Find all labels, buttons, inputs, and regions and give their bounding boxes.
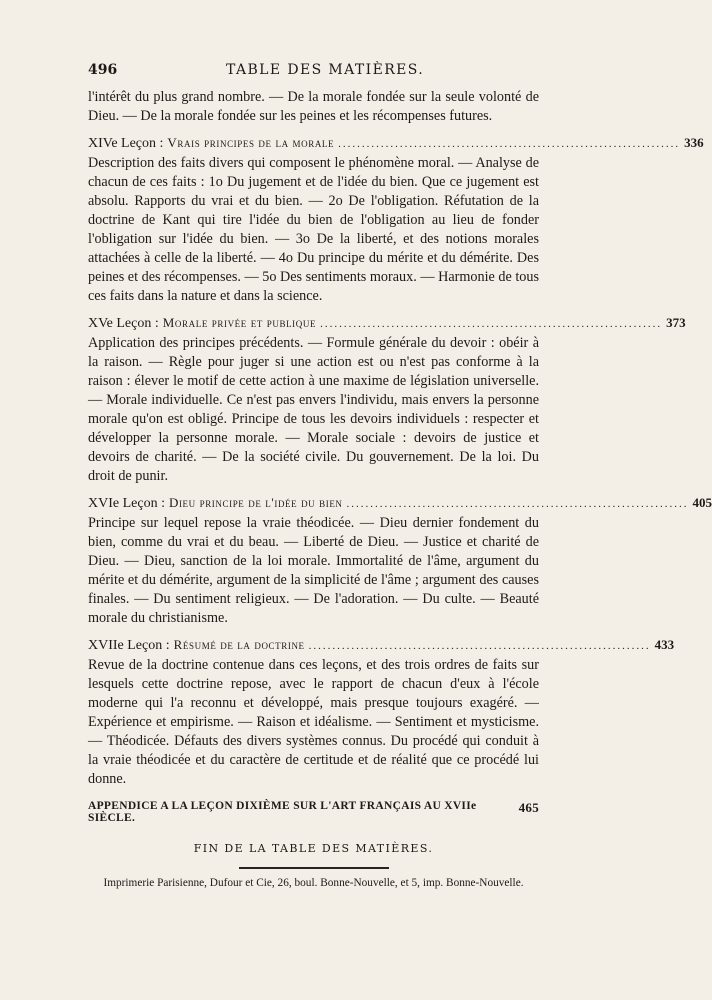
leader-dots: ........................................................................ (338, 138, 681, 150)
lesson-number: XVe Leçon : (88, 316, 159, 331)
continuation-paragraph: l'intérêt du plus grand nombre. — De la morale fondée sur la seule volonté de Dieu. — De la morale fondée sur les peines et les récompenses futures. (88, 89, 539, 124)
page-header (88, 62, 571, 78)
lesson-summary: Principe sur lequel repose la vraie théodicée. — Dieu dernier fondement du bien, comme du vrai et du beau. — Liberté de Dieu. — Justice et charité de Dieu. — Dieu, sanction de la loi morale. Immortalité de l'âme, argument du mérite et du démérite, argument de la simplicité de l'âme ; argument des causes finales. — Du sentiment religieux. — De l'adoration. — Du culte. — Beauté morale du christianisme. (88, 515, 539, 626)
page-number: 496 (88, 62, 118, 78)
lesson-page: 336 (684, 135, 704, 150)
lesson-number: XIVe Leçon : (88, 136, 164, 151)
lesson-heading-xv (88, 315, 686, 332)
lesson-summary: Application des principes précédents. — Formule générale du devoir : obéir à la raison. — Règle pour juger si une action est ou n'est pas conforme à la raison : élever le motif de cette action à une maxime de législation universelle. — Morale individuelle. Ce n'est pas envers l'individu, mais envers la personne morale qu'on est obligé. Principe de tous les devoirs individuels : respecter et développer la personne morale. — Morale sociale : devoirs de justice et devoirs de charité. — De la société civile. Du gouvernement. De la loi. Du droit de punir. (88, 335, 539, 484)
lesson-subject: Dieu principe de l'idée du bien (168, 495, 343, 510)
divider-rule (239, 867, 389, 869)
running-title: TABLE DES MATIÈRES. (226, 62, 425, 78)
lesson-subject: Résumé de la doctrine (173, 637, 305, 652)
appendix-entry (88, 800, 539, 824)
lesson-subject: Morale privée et publique (162, 315, 317, 330)
lesson-heading-xvii (88, 637, 675, 654)
lesson-heading-xiv (88, 135, 704, 152)
lesson-page: 405 (692, 495, 712, 510)
end-of-contents: FIN DE LA TABLE DES MATIÈRES. (193, 842, 434, 855)
lesson-number: XVIe Leçon : (88, 496, 165, 511)
lesson-summary: Description des faits divers qui composent le phénomène moral. — Analyse de chacun de ces faits : 1o Du jugement et de l'idée du bien. Que ce jugement est absolu. Rapports du vrai et du bien. — 2o De l'obligation. Réfutation de la doctrine de Kant qui tire l'idée du bien de l'obligation au lieu de fonder l'obligation sur l'idée du bien. — 3o De la liberté, et des notions morales attachées à celle de la liberté. — 4o Du principe du mérite et du démérite. Des peines et des récompenses. — 5o Des sentiments moraux. — Harmonie de tous ces faits dans la nature et dans la science. (88, 155, 539, 304)
lesson-heading-xvi (88, 495, 712, 512)
lesson-number: XVIIe Leçon : (88, 638, 170, 653)
leader-dots: ........................................................................ (308, 640, 651, 652)
lesson-summary: Revue de la doctrine contenue dans ces leçons, et des trois ordres de faits sur lesquels cette doctrine repose, avec le rapport de chacun d'eux à l'école moderne qui l'a reconnu et développé, mais presque toujours exagéré. — Expérience et empirisme. — Raison et idéalisme. — Sentiment et mysticisme. — Théodicée. Défauts des divers systèmes connus. Du procédé qui conduit à la vraie théodicée et du caractère de certitude et de réalité que ce procédé lui donne. (88, 657, 539, 787)
appendix-page: 465 (518, 800, 539, 815)
leader-dots: ........................................................................ (346, 498, 689, 510)
printer-imprint: Imprimerie Parisienne, Dufour et Cie, 26, boul. Bonne-Nouvelle, et 5, imp. Bonne-Nouvelle. (103, 877, 524, 889)
appendix-title: APPENDICE A LA LEÇON DIXIÈME SUR L'ART FRANÇAIS AU XVIIe SIÈCLE. (88, 800, 477, 824)
lesson-subject: Vrais principes de la morale (167, 135, 335, 150)
leader-dots: ........................................................................ (320, 318, 663, 330)
lesson-page: 433 (654, 637, 675, 652)
lesson-page: 373 (666, 315, 686, 330)
